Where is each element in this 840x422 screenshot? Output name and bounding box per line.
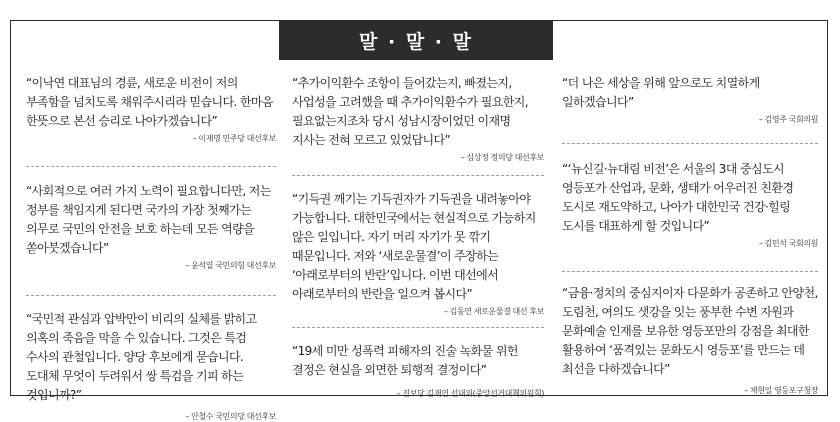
quote-text: “‘뉴신길·뉴대림 비전’은 서울의 3대 중심도시 영등포가 산업과, 문화, 생태가 어우러진 친환경 도시로 재도약하고, 나아가 대한민국 건강·힐링 도시를 대표하게 할 것입니다”: [562, 162, 794, 233]
quote-speaker: – 김민석 국회의원: [758, 239, 818, 248]
quote-text: “추가이익환수 조항이 들어갔는지, 빠졌는지, 사업성을 고려했을 때 추가이익환수가 필요한지, 필요없는지조차 당시 성남시장이었던 이재명 지사는 전혀 모르고 있었답니다”: [292, 76, 528, 147]
quote-speaker: – 김영주 국회의원: [758, 115, 818, 124]
quote-block: [562, 271, 818, 396]
quote-column-3: [562, 74, 818, 396]
section-title: 말 · 말 · 말: [279, 20, 553, 60]
quote-block: [292, 327, 544, 399]
quote-block: [562, 143, 818, 271]
quote-speaker: – 윤석열 국민의힘 대선후보: [185, 261, 276, 270]
quote-text: “사회적으로 여러 가지 노력이 필요합니다만, 저는 정부를 책임지게 된다면 국가의 가장 첫째가는 의무로 국민의 안전을 보호 하는데 모든 역량을 쏟아붓겠습니다”: [26, 184, 271, 255]
quote-speaker: – 심상정 정의당 대선후보: [460, 153, 544, 162]
quote-block: [292, 175, 544, 327]
quote-text: “19세 미만 성폭력 피해자의 진술 녹화물 위헌 결정은 현실을 외면한 퇴행적 결정이다”: [292, 344, 518, 377]
quote-speaker: – 김동연 새로운물결 대선 후보: [443, 307, 544, 316]
quote-block: [26, 74, 276, 166]
quote-text: “국민적 관심과 압박만이 비리의 실체를 밝히고 의혹의 죽음을 막을 수 있습니다. 그것은 특검 수사의 관철입니다. 양당 후보에게 묻습니다. 도대체 무엇이 두려워서 쌍 특검을 기피 하는 것입니까?”: [26, 312, 257, 402]
quote-speaker: – 안철수 국민의당 대선후보: [185, 412, 276, 421]
quote-text: “기득권 깨기는 기득권자가 기득권을 내려놓아야 가능합니다. 대한민국에서는 현실적으로 가능하지 않은 일입니다. 자기 머리 자기가 못 깎기 때문입니다. 저와 ‘새로운물결’이 주장하는 ‘아래로부터의 반란’입니다. 이번 대선에서 아래로부터의 반란을 일으켜 봅시다”: [292, 192, 536, 301]
quote-column-1: [26, 74, 276, 422]
quote-speaker: – 채현일 영등포구청장: [744, 386, 818, 395]
quote-text: “더 나은 세상을 위해 앞으로도 치열하게 일하겠습니다”: [562, 76, 760, 109]
quote-speaker: – 진보당 김재연 선대위(중앙선거대책위원회): [396, 389, 544, 398]
quote-block: [562, 74, 818, 143]
quote-block: [26, 295, 276, 422]
quote-column-2: [292, 74, 544, 399]
quote-block: [292, 74, 544, 175]
quote-block: [26, 166, 276, 295]
quote-text: “금융·정치의 중심지이자 다문화가 공존하고 안양천, 도림천, 여의도 샛강을 잇는 풍부한 수변 자원과 문화예술 인재를 보유한 영등포만의 강점을 최대한 활용하여 ‘품격있는 문화도시 영등포’를 만드는 데 최선을 다하겠습니다”: [562, 286, 818, 376]
quote-speaker: – 이재명 민주당 대선후보: [192, 134, 276, 143]
quote-text: “이낙연 대표님의 경륜, 새로운 비전이 저의 부족함을 넘치도록 채워주시리라 믿습니다. 한마음 한뜻으로 본선 승리로 나아가겠습니다”: [26, 76, 273, 128]
